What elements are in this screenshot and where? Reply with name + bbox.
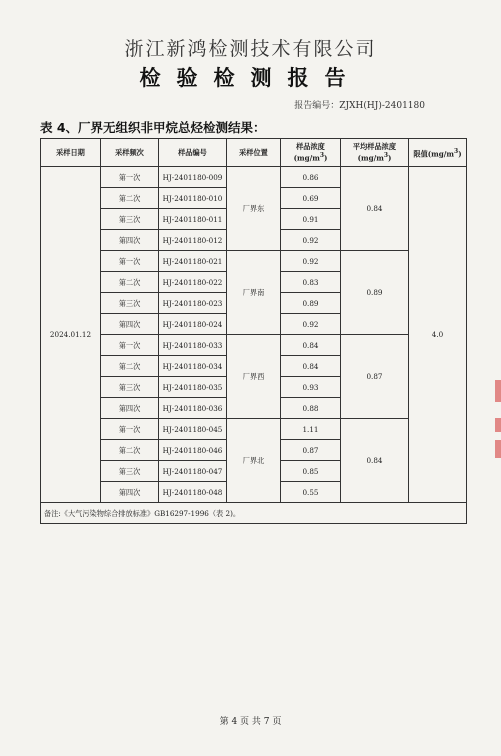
sample-id-cell: HJ-2401180-024 bbox=[159, 314, 227, 335]
concentration-cell: 0.55 bbox=[281, 482, 341, 503]
table-note: 备注:《大气污染物综合排放标准》GB16297-1996（表 2)。 bbox=[41, 503, 467, 524]
average-concentration-cell: 0.89 bbox=[341, 251, 409, 335]
sample-id-cell: HJ-2401180-034 bbox=[159, 356, 227, 377]
frequency-cell: 第三次 bbox=[101, 461, 159, 482]
table-row bbox=[41, 251, 467, 272]
concentration-cell: 0.92 bbox=[281, 251, 341, 272]
frequency-cell: 第三次 bbox=[101, 209, 159, 230]
sample-id-cell: HJ-2401180-035 bbox=[159, 377, 227, 398]
sample-id-cell: HJ-2401180-048 bbox=[159, 482, 227, 503]
location-cell: 厂界北 bbox=[227, 419, 281, 503]
concentration-cell: 0.87 bbox=[281, 440, 341, 461]
header-concentration: 样品浓度 $(mg/m^3)$ bbox=[281, 139, 341, 167]
frequency-cell: 第一次 bbox=[101, 167, 159, 188]
sample-id-cell: HJ-2401180-046 bbox=[159, 440, 227, 461]
header-sample-id: 样品编号 bbox=[159, 139, 227, 167]
concentration-cell: 0.92 bbox=[281, 314, 341, 335]
table-row bbox=[41, 335, 467, 356]
concentration-cell: 0.84 bbox=[281, 356, 341, 377]
average-concentration-cell: 0.84 bbox=[341, 419, 409, 503]
sample-id-cell: HJ-2401180-009 bbox=[159, 167, 227, 188]
sample-id-cell: HJ-2401180-012 bbox=[159, 230, 227, 251]
header-limit: 限值$(mg/m^3)$ bbox=[409, 139, 467, 167]
company-name: 浙江新鸿检测技术有限公司 bbox=[124, 38, 377, 60]
page-footer: 第 4 页 共 7 页 bbox=[219, 717, 282, 727]
frequency-cell: 第一次 bbox=[101, 251, 159, 272]
header-date: 采样日期 bbox=[41, 139, 101, 167]
sample-id-cell: HJ-2401180-022 bbox=[159, 272, 227, 293]
header-average-concentration: 平均样品浓度 $(mg/m^3)$ bbox=[341, 139, 409, 167]
stamp-edge-mark bbox=[495, 418, 501, 432]
concentration-cell: 0.88 bbox=[281, 398, 341, 419]
sampling-date-cell: 2024.01.12 bbox=[41, 167, 101, 503]
frequency-cell: 第三次 bbox=[101, 377, 159, 398]
table-row bbox=[41, 419, 467, 440]
frequency-cell: 第四次 bbox=[101, 398, 159, 419]
concentration-cell: 0.85 bbox=[281, 461, 341, 482]
sample-id-cell: HJ-2401180-011 bbox=[159, 209, 227, 230]
location-cell: 厂界西 bbox=[227, 335, 281, 419]
table-body bbox=[41, 167, 467, 524]
sample-id-cell: HJ-2401180-047 bbox=[159, 461, 227, 482]
concentration-cell: 0.92 bbox=[281, 230, 341, 251]
sample-id-cell: HJ-2401180-021 bbox=[159, 251, 227, 272]
sample-id-cell: HJ-2401180-023 bbox=[159, 293, 227, 314]
sample-id-cell: HJ-2401180-033 bbox=[159, 335, 227, 356]
frequency-cell: 第二次 bbox=[101, 272, 159, 293]
location-cell: 厂界东 bbox=[227, 167, 281, 251]
concentration-cell: 0.69 bbox=[281, 188, 341, 209]
concentration-cell: 0.91 bbox=[281, 209, 341, 230]
section-title: 表 4、厂界无组织非甲烷总烃检测结果： bbox=[40, 120, 266, 135]
report-number: 报告编号：ZJXH(HJ)-2401180 bbox=[294, 101, 425, 111]
frequency-cell: 第四次 bbox=[101, 230, 159, 251]
table-header-row bbox=[41, 139, 467, 167]
average-concentration-cell: 0.84 bbox=[341, 167, 409, 251]
concentration-cell: 1.11 bbox=[281, 419, 341, 440]
limit-cell: 4.0 bbox=[409, 167, 467, 503]
frequency-cell: 第一次 bbox=[101, 419, 159, 440]
concentration-cell: 0.84 bbox=[281, 335, 341, 356]
header-frequency: 采样频次 bbox=[101, 139, 159, 167]
header-location: 采样位置 bbox=[227, 139, 281, 167]
frequency-cell: 第二次 bbox=[101, 440, 159, 461]
stamp-edge-mark bbox=[495, 380, 501, 402]
frequency-cell: 第三次 bbox=[101, 293, 159, 314]
stamp-edge-mark bbox=[495, 440, 501, 458]
frequency-cell: 第二次 bbox=[101, 356, 159, 377]
sample-id-cell: HJ-2401180-010 bbox=[159, 188, 227, 209]
frequency-cell: 第二次 bbox=[101, 188, 159, 209]
location-cell: 厂界南 bbox=[227, 251, 281, 335]
average-concentration-cell: 0.87 bbox=[341, 335, 409, 419]
report-title: 检验检测报告 bbox=[139, 66, 362, 90]
frequency-cell: 第一次 bbox=[101, 335, 159, 356]
table-row bbox=[41, 167, 467, 188]
frequency-cell: 第四次 bbox=[101, 482, 159, 503]
note-row bbox=[41, 503, 467, 524]
concentration-cell: 0.93 bbox=[281, 377, 341, 398]
concentration-cell: 0.86 bbox=[281, 167, 341, 188]
sample-id-cell: HJ-2401180-036 bbox=[159, 398, 227, 419]
sample-id-cell: HJ-2401180-045 bbox=[159, 419, 227, 440]
frequency-cell: 第四次 bbox=[101, 314, 159, 335]
concentration-cell: 0.89 bbox=[281, 293, 341, 314]
results-table bbox=[40, 138, 467, 524]
concentration-cell: 0.83 bbox=[281, 272, 341, 293]
